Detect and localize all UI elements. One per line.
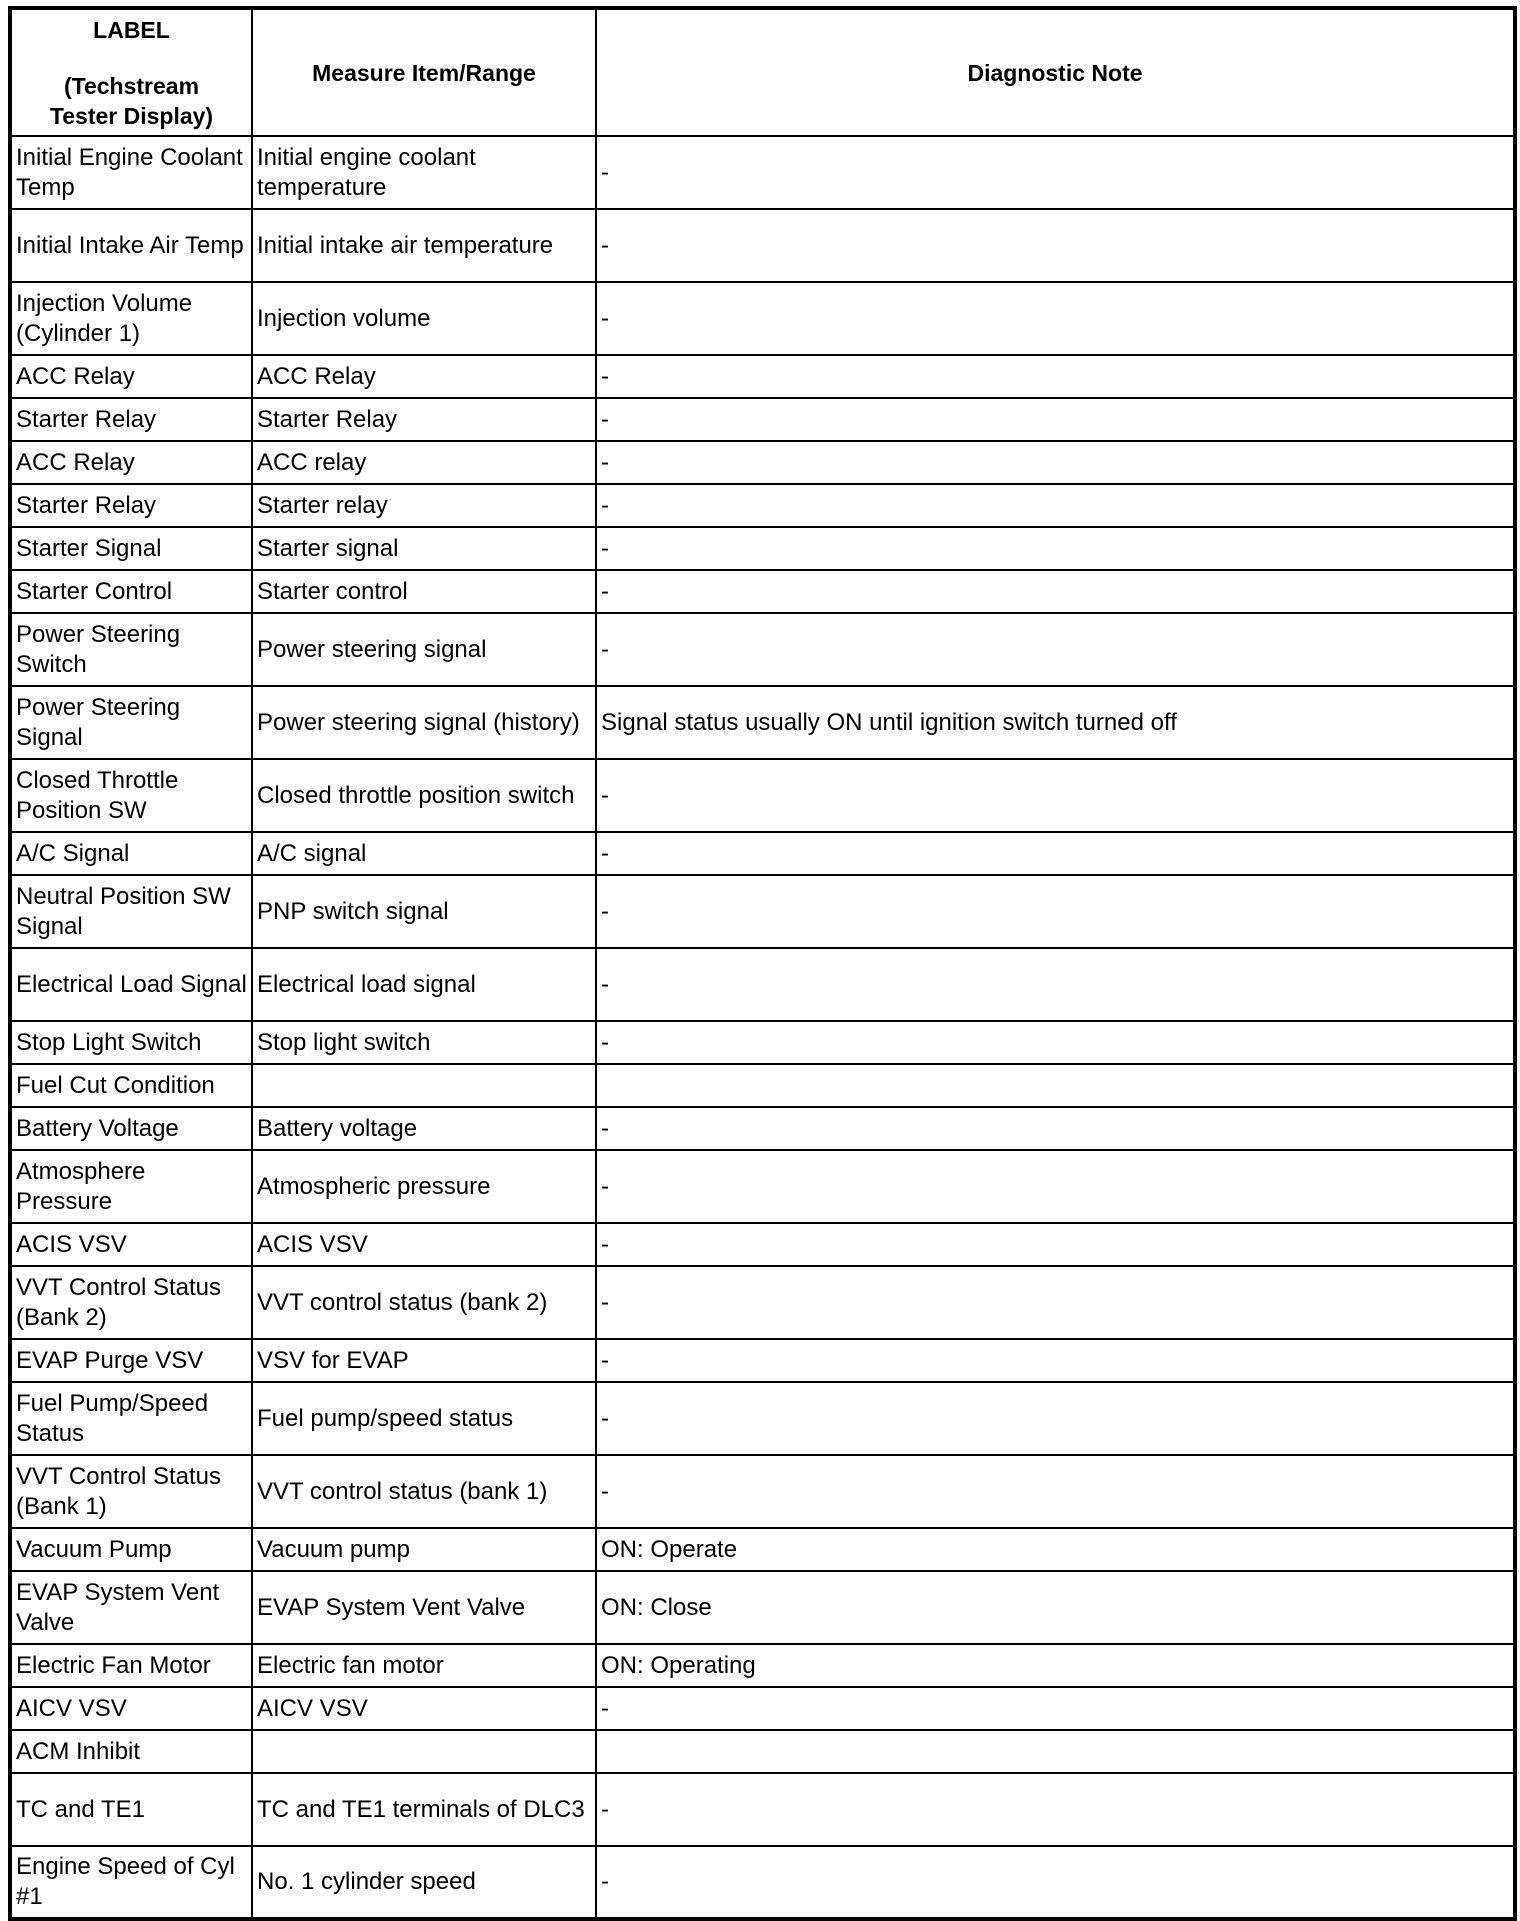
measure-cell: Initial engine coolant temperature bbox=[252, 136, 596, 209]
table-row bbox=[10, 136, 1515, 209]
label-cell: ACC Relay bbox=[10, 441, 252, 484]
table-row bbox=[10, 1687, 1515, 1730]
measure-cell: Atmospheric pressure bbox=[252, 1150, 596, 1223]
note-cell: - bbox=[596, 527, 1515, 570]
table-row bbox=[10, 832, 1515, 875]
note-cell: Signal status usually ON until ignition switch turned off bbox=[596, 686, 1515, 759]
note-cell: - bbox=[596, 355, 1515, 398]
table-row bbox=[10, 1644, 1515, 1687]
table-row bbox=[10, 1021, 1515, 1064]
label-cell: Starter Control bbox=[10, 570, 252, 613]
label-cell: A/C Signal bbox=[10, 832, 252, 875]
note-cell: - bbox=[596, 282, 1515, 355]
note-cell: - bbox=[596, 1455, 1515, 1528]
label-cell: Injection Volume (Cylinder 1) bbox=[10, 282, 252, 355]
measure-cell: Starter control bbox=[252, 570, 596, 613]
table-row bbox=[10, 1266, 1515, 1339]
label-cell: ACC Relay bbox=[10, 355, 252, 398]
table-row bbox=[10, 209, 1515, 282]
measure-cell: Electrical load signal bbox=[252, 948, 596, 1021]
measure-cell: Starter signal bbox=[252, 527, 596, 570]
measure-cell: AICV VSV bbox=[252, 1687, 596, 1730]
label-cell: Power Steering Switch bbox=[10, 613, 252, 686]
header-row bbox=[10, 8, 1515, 136]
table-row bbox=[10, 875, 1515, 948]
table-row bbox=[10, 1339, 1515, 1382]
header-measure: Measure Item/Range bbox=[252, 8, 596, 136]
measure-cell: Battery voltage bbox=[252, 1107, 596, 1150]
label-cell: VVT Control Status (Bank 2) bbox=[10, 1266, 252, 1339]
label-cell: Engine Speed of Cyl #1 bbox=[10, 1846, 252, 1919]
label-cell: EVAP System Vent Valve bbox=[10, 1571, 252, 1644]
label-cell: VVT Control Status (Bank 1) bbox=[10, 1455, 252, 1528]
header-note: Diagnostic Note bbox=[596, 8, 1515, 136]
table-row bbox=[10, 948, 1515, 1021]
measure-cell: A/C signal bbox=[252, 832, 596, 875]
table-row bbox=[10, 613, 1515, 686]
note-cell: ON: Close bbox=[596, 1571, 1515, 1644]
table-row bbox=[10, 1455, 1515, 1528]
note-cell: ON: Operating bbox=[596, 1644, 1515, 1687]
label-cell: Starter Relay bbox=[10, 484, 252, 527]
note-cell: - bbox=[596, 209, 1515, 282]
note-cell: - bbox=[596, 441, 1515, 484]
measure-cell: Starter Relay bbox=[252, 398, 596, 441]
label-cell: Electrical Load Signal bbox=[10, 948, 252, 1021]
note-cell: - bbox=[596, 1107, 1515, 1150]
label-cell: Starter Signal bbox=[10, 527, 252, 570]
note-cell: - bbox=[596, 875, 1515, 948]
table-row bbox=[10, 282, 1515, 355]
note-cell bbox=[596, 1064, 1515, 1107]
label-cell: Starter Relay bbox=[10, 398, 252, 441]
note-cell: - bbox=[596, 832, 1515, 875]
note-cell: - bbox=[596, 570, 1515, 613]
label-cell: Battery Voltage bbox=[10, 1107, 252, 1150]
measure-cell: Stop light switch bbox=[252, 1021, 596, 1064]
note-cell: - bbox=[596, 613, 1515, 686]
measure-cell bbox=[252, 1064, 596, 1107]
label-cell: Vacuum Pump bbox=[10, 1528, 252, 1571]
table-row bbox=[10, 527, 1515, 570]
measure-cell: VVT control status (bank 2) bbox=[252, 1266, 596, 1339]
label-cell: Closed Throttle Position SW bbox=[10, 759, 252, 832]
measure-cell: Injection volume bbox=[252, 282, 596, 355]
measure-cell: TC and TE1 terminals of DLC3 bbox=[252, 1773, 596, 1846]
measure-cell: Power steering signal bbox=[252, 613, 596, 686]
measure-cell: Starter relay bbox=[252, 484, 596, 527]
table-row bbox=[10, 1730, 1515, 1773]
measure-cell: No. 1 cylinder speed bbox=[252, 1846, 596, 1919]
table-row bbox=[10, 1150, 1515, 1223]
label-cell: Atmosphere Pressure bbox=[10, 1150, 252, 1223]
note-cell: - bbox=[596, 1150, 1515, 1223]
measure-cell: PNP switch signal bbox=[252, 875, 596, 948]
measure-cell bbox=[252, 1730, 596, 1773]
note-cell: ON: Operate bbox=[596, 1528, 1515, 1571]
note-cell: - bbox=[596, 1266, 1515, 1339]
table-row bbox=[10, 1571, 1515, 1644]
table-row bbox=[10, 1223, 1515, 1266]
label-cell: Fuel Pump/Speed Status bbox=[10, 1382, 252, 1455]
table-row bbox=[10, 570, 1515, 613]
header-label-line2: (Techstream bbox=[63, 72, 200, 99]
label-cell: Fuel Cut Condition bbox=[10, 1064, 252, 1107]
note-cell: - bbox=[596, 1687, 1515, 1730]
note-cell: - bbox=[596, 1382, 1515, 1455]
table-row bbox=[10, 686, 1515, 759]
measure-cell: ACIS VSV bbox=[252, 1223, 596, 1266]
note-cell: - bbox=[596, 1339, 1515, 1382]
table-row bbox=[10, 441, 1515, 484]
label-cell: ACM Inhibit bbox=[10, 1730, 252, 1773]
measure-cell: Power steering signal (history) bbox=[252, 686, 596, 759]
label-cell: ACIS VSV bbox=[10, 1223, 252, 1266]
measure-cell: VVT control status (bank 1) bbox=[252, 1455, 596, 1528]
header-label-line3: Tester Display) bbox=[49, 102, 214, 129]
note-cell: - bbox=[596, 1773, 1515, 1846]
measure-cell: Vacuum pump bbox=[252, 1528, 596, 1571]
data-list-table bbox=[8, 6, 1517, 1921]
label-cell: Initial Engine Coolant Temp bbox=[10, 136, 252, 209]
header-label bbox=[10, 8, 252, 136]
note-cell: - bbox=[596, 948, 1515, 1021]
note-cell: - bbox=[596, 1021, 1515, 1064]
label-cell: Power Steering Signal bbox=[10, 686, 252, 759]
document-sheet bbox=[8, 6, 1513, 1910]
note-cell: - bbox=[596, 759, 1515, 832]
measure-cell: Electric fan motor bbox=[252, 1644, 596, 1687]
table-row bbox=[10, 355, 1515, 398]
note-cell: - bbox=[596, 398, 1515, 441]
table-row bbox=[10, 1528, 1515, 1571]
measure-cell: VSV for EVAP bbox=[252, 1339, 596, 1382]
table-row bbox=[10, 1846, 1515, 1919]
header-label-line1: LABEL bbox=[93, 16, 170, 43]
note-cell bbox=[596, 1730, 1515, 1773]
table-row bbox=[10, 398, 1515, 441]
note-cell: - bbox=[596, 484, 1515, 527]
note-cell: - bbox=[596, 1223, 1515, 1266]
table-row bbox=[10, 484, 1515, 527]
table-row bbox=[10, 1382, 1515, 1455]
measure-cell: ACC relay bbox=[252, 441, 596, 484]
label-cell: Electric Fan Motor bbox=[10, 1644, 252, 1687]
label-cell: EVAP Purge VSV bbox=[10, 1339, 252, 1382]
measure-cell: Initial intake air temperature bbox=[252, 209, 596, 282]
measure-cell: EVAP System Vent Valve bbox=[252, 1571, 596, 1644]
label-cell: TC and TE1 bbox=[10, 1773, 252, 1846]
table-row bbox=[10, 1107, 1515, 1150]
table-row bbox=[10, 759, 1515, 832]
note-cell: - bbox=[596, 136, 1515, 209]
label-cell: Neutral Position SW Signal bbox=[10, 875, 252, 948]
table-row bbox=[10, 1064, 1515, 1107]
label-cell: AICV VSV bbox=[10, 1687, 252, 1730]
note-cell: - bbox=[596, 1846, 1515, 1919]
measure-cell: Closed throttle position switch bbox=[252, 759, 596, 832]
table-row bbox=[10, 1773, 1515, 1846]
label-cell: Stop Light Switch bbox=[10, 1021, 252, 1064]
measure-cell: Fuel pump/speed status bbox=[252, 1382, 596, 1455]
label-cell: Initial Intake Air Temp bbox=[10, 209, 252, 282]
measure-cell: ACC Relay bbox=[252, 355, 596, 398]
